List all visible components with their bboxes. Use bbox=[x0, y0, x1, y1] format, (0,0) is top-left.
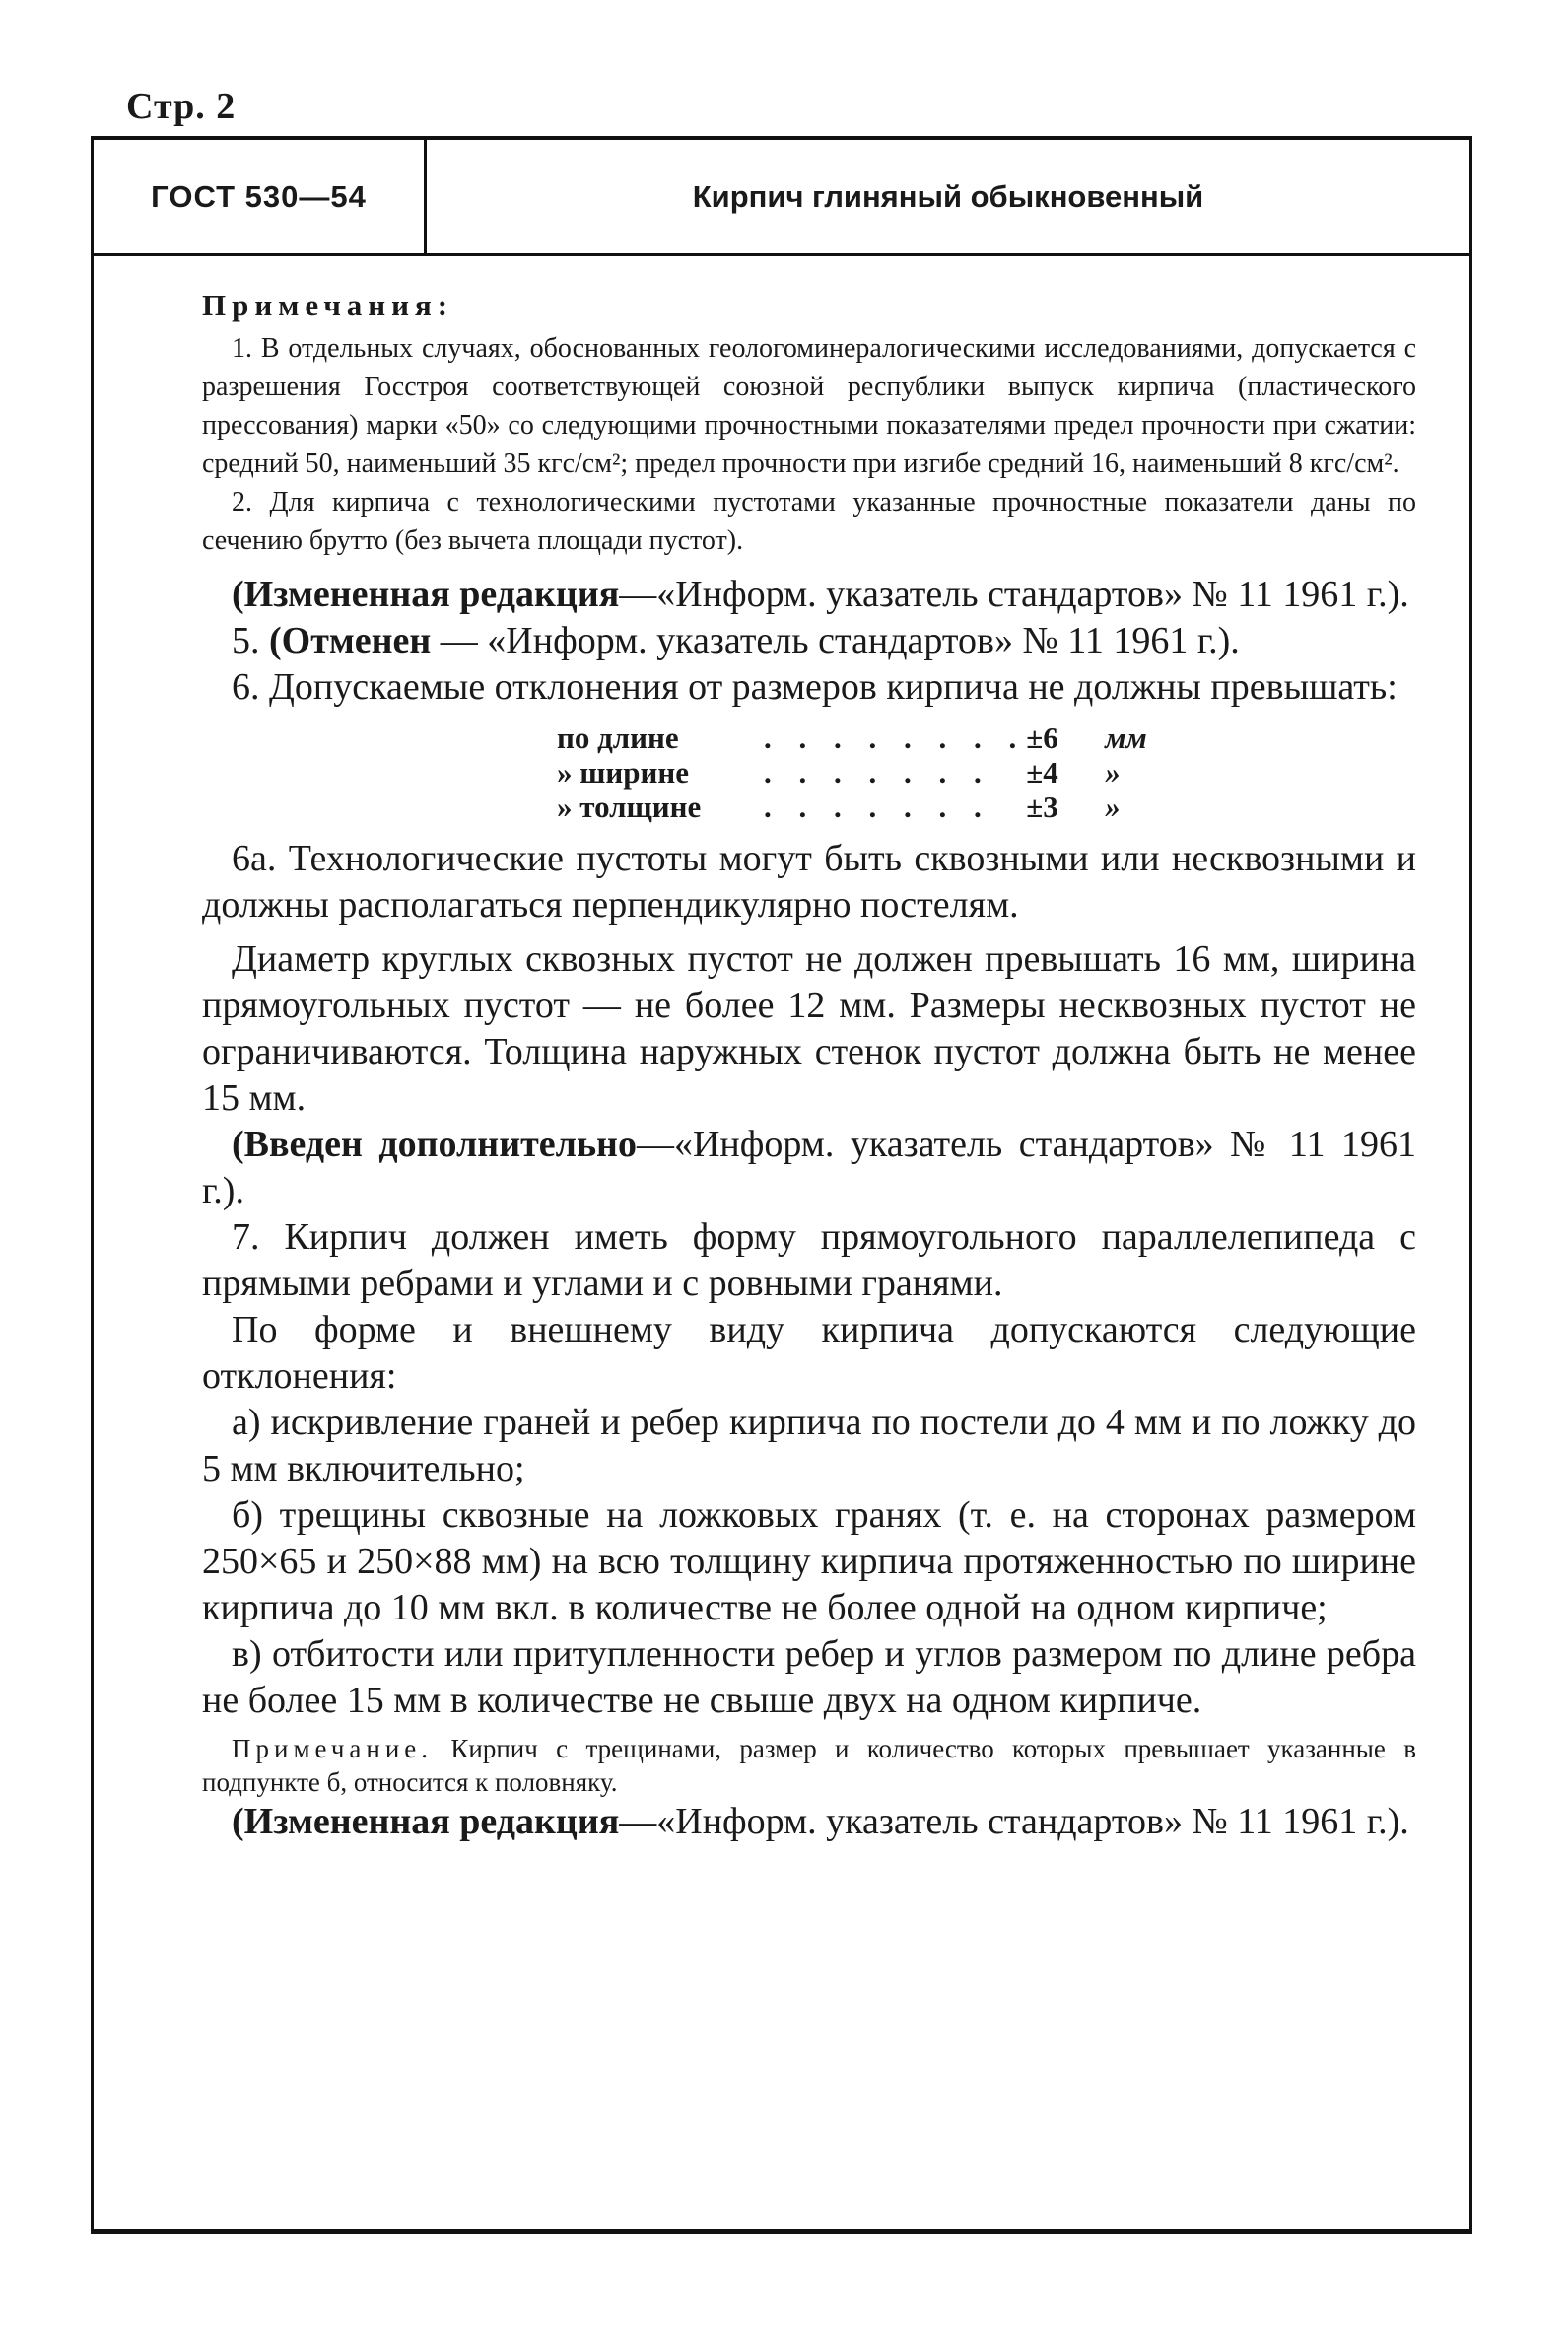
tolerance-label: » толщине bbox=[557, 790, 702, 824]
amendment-note-2 bbox=[202, 1799, 1416, 1845]
standard-code: ГОСТ 530—54 bbox=[94, 140, 427, 253]
amendment-source: —«Информ. указатель стандартов» № 11 1961 г.). bbox=[619, 1801, 1409, 1842]
amendment-source: —«Информ. указатель стандартов» № 11 1961 г.). bbox=[619, 574, 1409, 615]
tolerance-row bbox=[557, 721, 1147, 755]
tolerance-dots: . . . . . . . . bbox=[764, 721, 1027, 755]
item-7: 7. Кирпич должен иметь форму прямоугольного параллелепипеда с прямыми ребрами и углами и с ровными гранями. bbox=[202, 1216, 1416, 1304]
final-note bbox=[202, 1732, 1416, 1799]
tolerance-dots: . . . . . . . bbox=[764, 790, 991, 824]
note-2: 2. Для кирпича с технологическими пустотами указанные прочностные показатели даны по сечению брутто (без вычета площади пустот). bbox=[202, 487, 1416, 556]
item-5-source: — «Информ. указатель стандартов» № 11 1961 г.). bbox=[431, 620, 1240, 661]
tolerance-table bbox=[557, 721, 1147, 824]
item-6: 6. Допускаемые отклонения от размеров кирпича не должны превышать: bbox=[232, 666, 1398, 708]
tolerance-dots: . . . . . . . bbox=[764, 755, 991, 790]
tolerance-row bbox=[557, 790, 1147, 824]
voids-paragraph: Диаметр круглых сквозных пустот не должен превышать 16 мм, ширина прямоугольных пустот — не более 12 мм. Размеры несквозных пустот не ограничиваются. Толщина наружных стенок пустот должна быть не менее 15 мм. bbox=[202, 938, 1416, 1119]
tolerance-label: по длине bbox=[557, 721, 679, 755]
tolerance-value: ±4 bbox=[1026, 755, 1058, 790]
document-body bbox=[202, 288, 1416, 1845]
tolerance-row bbox=[557, 755, 1147, 790]
document-header bbox=[94, 140, 1469, 256]
final-note-label: Примечание. bbox=[232, 1734, 434, 1763]
amendment-note-1 bbox=[202, 572, 1416, 618]
notes-heading: Примечания: bbox=[202, 288, 454, 322]
note-1: 1. В отдельных случаях, обоснованных геологоминералогическими исследованиями, допускается с разрешения Госстроя соответствующей союзной республики выпуск кирпича (пластического прессования) марки «50» со следующими прочностными показателями предел прочности при сжатии: средний 50, наименьший 35 кгс/см²; предел прочности при изгибе средний 16, наименьший 8 кгс/см². bbox=[202, 333, 1416, 479]
tolerance-label: » ширине bbox=[557, 755, 690, 790]
document-title: Кирпич глиняный обыкновенный bbox=[692, 178, 1204, 214]
amendment-label: (Измененная редакция bbox=[232, 1801, 620, 1842]
introduced-label: (Введен дополнительно bbox=[232, 1124, 637, 1165]
deviation-c: в) отбитости или притупленности ребер и углов размером по длине ребра не более 15 мм в количестве не свыше двух на одном кирпиче. bbox=[202, 1633, 1416, 1721]
item-5 bbox=[202, 618, 1416, 664]
page-number: Стр. 2 bbox=[126, 86, 237, 127]
item-5-label: (Отменен bbox=[269, 620, 432, 661]
document-frame bbox=[91, 136, 1472, 2234]
final-note-text: Кирпич с трещинами, размер и количество которых превышает указанные в подпункте б, относится к половняку. bbox=[202, 1734, 1416, 1797]
deviation-a: а) искривление граней и ребер кирпича по постели до 4 мм и по ложку до 5 мм включительно; bbox=[202, 1402, 1416, 1489]
tolerance-value: ±3 bbox=[1026, 790, 1058, 824]
tolerance-unit: мм bbox=[1105, 721, 1147, 755]
shape-intro: По форме и внешнему виду кирпича допускаются следующие отклонения: bbox=[202, 1309, 1416, 1397]
introduced-source: —«Информ. указатель стандартов» № 11 1961 г.). bbox=[202, 1124, 1417, 1211]
tolerance-value: ±6 bbox=[1026, 721, 1058, 755]
tolerance-unit: » bbox=[1105, 755, 1121, 790]
amendment-label: (Измененная редакция bbox=[232, 574, 620, 615]
item-5-number: 5. bbox=[232, 620, 269, 661]
item-6a: 6а. Технологические пустоты могут быть сквозными или несквозными и должны располагаться перпендикулярно постелям. bbox=[202, 838, 1416, 926]
tolerance-unit: » bbox=[1105, 790, 1121, 824]
introduced-note bbox=[202, 1122, 1416, 1214]
deviation-b: б) трещины сквозные на ложковых гранях (т. е. на сторонах размером 250×65 и 250×88 мм) на всю толщину кирпича протяженностью по ширине кирпича до 10 мм вкл. в количестве не более одной на одном кирпиче; bbox=[202, 1494, 1416, 1628]
